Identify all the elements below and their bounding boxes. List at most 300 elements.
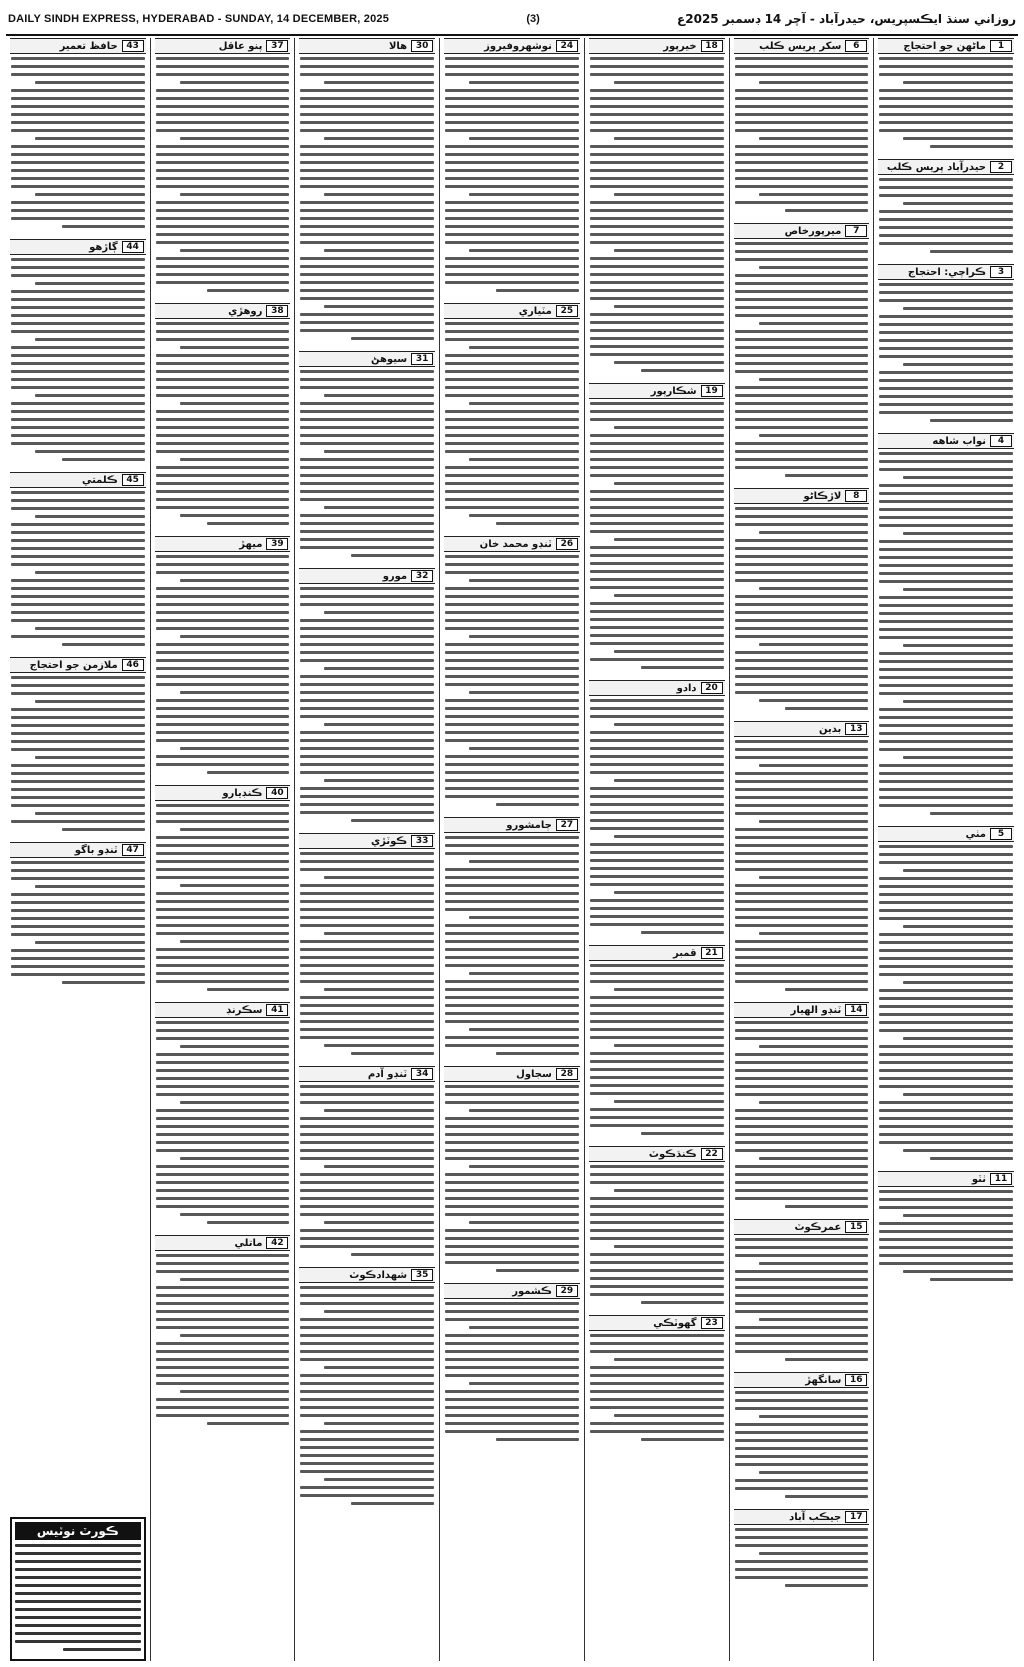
text-line — [11, 909, 145, 912]
text-line — [156, 892, 290, 895]
text-line — [735, 298, 869, 301]
text-line — [445, 675, 579, 678]
text-line — [614, 361, 724, 364]
text-line — [879, 628, 1013, 631]
text-line — [300, 522, 434, 525]
text-line — [590, 972, 724, 975]
text-line — [879, 885, 1013, 888]
text-line — [156, 322, 290, 325]
text-line — [735, 836, 869, 839]
text-line — [879, 57, 1013, 60]
text-line — [879, 508, 1013, 511]
text-line — [445, 1020, 579, 1023]
text-line — [735, 860, 869, 863]
text-line — [11, 346, 145, 349]
text-line — [735, 1528, 869, 1531]
text-line — [445, 964, 579, 967]
text-line — [879, 941, 1013, 944]
notice-number: 40 — [266, 787, 288, 799]
text-line — [324, 137, 434, 140]
text-line — [156, 426, 290, 429]
text-line — [11, 764, 145, 767]
text-line — [156, 908, 290, 911]
text-line — [11, 861, 145, 864]
text-line — [879, 291, 1013, 294]
text-line — [300, 795, 434, 798]
notice-title: شڪارپور — [650, 385, 697, 397]
text-line — [735, 466, 869, 469]
text-line — [300, 1494, 434, 1497]
text-line — [300, 1286, 434, 1289]
text-line — [879, 861, 1013, 864]
text-line — [11, 780, 145, 783]
notice-body-text — [734, 507, 870, 710]
text-line — [879, 468, 1013, 471]
text-line — [735, 1029, 869, 1032]
text-line — [445, 643, 579, 646]
text-line — [590, 65, 724, 68]
text-line — [879, 901, 1013, 904]
text-line — [300, 1125, 434, 1128]
text-line — [590, 1277, 724, 1280]
text-line — [879, 676, 1013, 679]
text-line — [445, 490, 579, 493]
text-line — [300, 1085, 434, 1088]
notice-heading — [589, 1146, 725, 1162]
text-line — [445, 1390, 579, 1393]
text-line — [445, 659, 579, 662]
text-line — [735, 804, 869, 807]
text-line — [300, 89, 434, 92]
text-line — [445, 89, 579, 92]
notice-body-text — [734, 1238, 870, 1361]
text-line — [156, 1342, 290, 1345]
notice-body-text — [10, 57, 146, 228]
text-line — [300, 643, 434, 646]
text-line — [11, 97, 145, 100]
text-line — [445, 161, 579, 164]
text-line — [590, 1350, 724, 1353]
text-line — [759, 81, 869, 84]
text-line — [496, 1438, 579, 1441]
text-line — [156, 161, 290, 164]
text-line — [445, 121, 579, 124]
text-line — [469, 1221, 579, 1224]
text-line — [903, 81, 1013, 84]
text-line — [11, 274, 145, 277]
text-line — [300, 113, 434, 116]
notice-heading — [734, 1219, 870, 1235]
text-line — [445, 370, 579, 373]
text-line — [180, 1213, 290, 1216]
notice-number: 32 — [411, 570, 433, 582]
text-line — [156, 65, 290, 68]
text-line — [469, 1028, 579, 1031]
notice — [589, 383, 725, 674]
text-line — [11, 555, 145, 558]
text-line — [735, 571, 869, 574]
text-line — [11, 595, 145, 598]
text-line — [735, 1125, 869, 1128]
text-line — [590, 121, 724, 124]
text-line — [300, 1101, 434, 1104]
text-line — [590, 747, 724, 750]
text-line — [590, 402, 724, 405]
notice — [10, 657, 146, 836]
text-line — [590, 1269, 724, 1272]
text-line — [735, 177, 869, 180]
text-line — [469, 747, 579, 750]
text-line — [735, 346, 869, 349]
text-line — [590, 353, 724, 356]
text-line — [300, 321, 434, 324]
text-line — [445, 57, 579, 60]
text-line — [324, 249, 434, 252]
text-line — [785, 1205, 868, 1208]
text-line — [156, 225, 290, 228]
text-line — [11, 266, 145, 269]
text-line — [735, 1536, 869, 1539]
page-number: (3) — [526, 13, 540, 25]
text-line — [879, 226, 1013, 229]
notice-heading — [589, 680, 725, 696]
text-line — [879, 355, 1013, 358]
text-line — [324, 667, 434, 670]
text-line — [735, 756, 869, 759]
text-line — [445, 1141, 579, 1144]
text-line — [879, 97, 1013, 100]
text-line — [590, 1293, 724, 1296]
text-line — [590, 281, 724, 284]
text-line — [35, 700, 145, 703]
masthead-english: DAILY SINDH EXPRESS, HYDERABAD - SUNDAY, 14 DECEMBER, 2025 — [8, 13, 390, 25]
text-line — [11, 217, 145, 220]
text-line — [614, 1358, 724, 1361]
text-line — [156, 1262, 290, 1265]
notice-title: سيوهڻ — [371, 353, 408, 365]
text-line — [735, 916, 869, 919]
text-line — [445, 1125, 579, 1128]
text-line — [590, 474, 724, 477]
text-line — [879, 242, 1013, 245]
text-line — [300, 434, 434, 437]
notice-body-text — [10, 861, 146, 984]
text-line — [445, 450, 579, 453]
text-line — [614, 779, 724, 782]
text-line — [300, 1470, 434, 1473]
text-line — [590, 907, 724, 910]
text-line — [879, 65, 1013, 68]
notice-title: جيڪب آباد — [789, 1511, 842, 1523]
text-line — [445, 1181, 579, 1184]
notice-number: 35 — [411, 1269, 433, 1281]
text-line — [879, 780, 1013, 783]
text-line — [879, 540, 1013, 543]
text-line — [735, 153, 869, 156]
text-line — [351, 554, 434, 557]
notice — [734, 1002, 870, 1213]
text-line — [351, 1052, 434, 1055]
notice — [878, 1171, 1014, 1286]
text-line — [156, 820, 290, 823]
text-line — [156, 932, 290, 935]
notice-title: ڄامشورو — [506, 819, 552, 831]
text-line — [156, 980, 290, 983]
text-line — [879, 315, 1013, 318]
text-line — [156, 619, 290, 622]
text-line — [590, 434, 724, 437]
text-line — [590, 1004, 724, 1007]
text-line — [445, 410, 579, 413]
text-line — [735, 1270, 869, 1273]
text-line — [156, 683, 290, 686]
notice-body-text — [155, 1021, 291, 1224]
notice-body-text — [878, 1190, 1014, 1281]
text-line — [445, 852, 579, 855]
text-line — [300, 755, 434, 758]
text-line — [35, 450, 145, 453]
text-line — [445, 723, 579, 726]
text-line — [590, 57, 724, 60]
notice-heading — [878, 433, 1014, 449]
text-line — [156, 89, 290, 92]
notice-heading — [444, 536, 580, 552]
text-line — [735, 161, 869, 164]
text-line — [879, 917, 1013, 920]
text-line — [156, 1310, 290, 1313]
text-line — [300, 530, 434, 533]
text-line — [300, 868, 434, 871]
text-line — [903, 1149, 1013, 1152]
text-line — [879, 1125, 1013, 1128]
text-line — [300, 811, 434, 814]
text-line — [590, 819, 724, 822]
text-line — [156, 1414, 290, 1417]
notice — [734, 1372, 870, 1503]
text-line — [590, 297, 724, 300]
text-line — [735, 852, 869, 855]
text-line — [156, 948, 290, 951]
text-line — [445, 1189, 579, 1192]
text-line — [156, 1254, 290, 1257]
notice-number: 23 — [701, 1317, 723, 1329]
text-line — [300, 514, 434, 517]
text-line — [300, 257, 434, 260]
text-line — [590, 803, 724, 806]
text-line — [879, 660, 1013, 663]
text-line — [324, 932, 434, 935]
text-line — [11, 306, 145, 309]
text-line — [614, 137, 724, 140]
text-line — [759, 820, 869, 823]
text-line — [735, 1189, 869, 1192]
text-line — [445, 876, 579, 879]
text-line — [735, 458, 869, 461]
notice-body-text — [734, 1528, 870, 1587]
notice-heading — [444, 38, 580, 54]
notice-title: ٽنڊو محمد خان — [479, 538, 552, 550]
text-line — [735, 1141, 869, 1144]
text-line — [156, 812, 290, 815]
text-line — [156, 1029, 290, 1032]
text-line — [445, 1398, 579, 1401]
text-line — [590, 570, 724, 573]
text-line — [735, 1431, 869, 1434]
text-line — [735, 1423, 869, 1426]
text-line — [445, 1245, 579, 1248]
text-line — [590, 715, 724, 718]
text-line — [614, 891, 724, 894]
text-line — [445, 1205, 579, 1208]
text-line — [759, 1101, 869, 1104]
text-line — [156, 1053, 290, 1056]
text-line — [156, 1125, 290, 1128]
text-line — [879, 708, 1013, 711]
text-line — [11, 89, 145, 92]
notice — [878, 38, 1014, 153]
text-line — [590, 1390, 724, 1393]
text-line — [300, 1446, 434, 1449]
text-line — [11, 732, 145, 735]
text-line — [445, 442, 579, 445]
masthead-sindhi: روزاني سنڌ ايڪسپريس، حيدرآباد - آچر 14 ڊسمبر 2025ع — [677, 12, 1016, 26]
text-line — [156, 1037, 290, 1040]
notice-body-text — [299, 57, 435, 340]
text-line — [614, 482, 724, 485]
text-line — [156, 699, 290, 702]
text-line — [590, 610, 724, 613]
text-line — [590, 875, 724, 878]
text-line — [590, 1229, 724, 1232]
text-line — [590, 1012, 724, 1015]
notice-body-text — [734, 242, 870, 477]
text-line — [156, 442, 290, 445]
text-line — [300, 161, 434, 164]
text-line — [156, 201, 290, 204]
text-line — [445, 739, 579, 742]
text-line — [735, 796, 869, 799]
text-line — [11, 933, 145, 936]
notice-number: 39 — [266, 538, 288, 550]
text-line — [445, 1261, 579, 1264]
notice-title: سڪرنڊ — [226, 1004, 263, 1016]
text-line — [156, 1350, 290, 1353]
column-2 — [729, 38, 874, 1661]
text-line — [445, 201, 579, 204]
text-line — [590, 923, 724, 926]
notice — [299, 833, 435, 1060]
text-line — [300, 1358, 434, 1361]
text-line — [879, 877, 1013, 880]
text-line — [445, 932, 579, 935]
text-line — [11, 145, 145, 148]
text-line — [300, 635, 434, 638]
text-line — [156, 257, 290, 260]
text-line — [300, 129, 434, 132]
text-line — [879, 788, 1013, 791]
text-line — [445, 386, 579, 389]
notice-body-text — [734, 57, 870, 212]
notice — [589, 1315, 725, 1446]
text-line — [735, 980, 869, 983]
text-line — [735, 740, 869, 743]
text-line — [879, 395, 1013, 398]
text-line — [590, 1342, 724, 1345]
text-line — [590, 1108, 724, 1111]
notice-body-text — [878, 283, 1014, 422]
text-line — [11, 635, 145, 638]
text-line — [590, 321, 724, 324]
text-line — [759, 587, 869, 590]
text-line — [590, 915, 724, 918]
text-line — [156, 386, 290, 389]
text-line — [351, 337, 434, 340]
text-line — [445, 145, 579, 148]
text-line — [300, 65, 434, 68]
text-line — [735, 290, 869, 293]
text-line — [11, 587, 145, 590]
text-line — [735, 635, 869, 638]
notice-body-text — [734, 740, 870, 991]
notice — [10, 239, 146, 466]
notice-heading — [878, 826, 1014, 842]
text-line — [156, 1294, 290, 1297]
text-line — [156, 844, 290, 847]
text-line — [590, 1334, 724, 1337]
text-line — [641, 666, 724, 669]
text-line — [879, 636, 1013, 639]
text-line — [445, 65, 579, 68]
text-line — [11, 507, 145, 510]
text-line — [590, 129, 724, 132]
text-line — [879, 1133, 1013, 1136]
text-line — [324, 1221, 434, 1224]
text-line — [15, 1624, 141, 1627]
text-line — [300, 771, 434, 774]
notice-number: 43 — [122, 40, 144, 52]
text-line — [590, 899, 724, 902]
text-line — [879, 596, 1013, 599]
text-line — [324, 779, 434, 782]
text-line — [11, 949, 145, 952]
notice-title: هالا — [388, 40, 408, 52]
text-line — [11, 523, 145, 526]
text-line — [180, 691, 290, 694]
text-line — [156, 450, 290, 453]
notice-title: نواب شاهه — [932, 435, 986, 447]
text-line — [879, 989, 1013, 992]
notice-title: ٽنڊو باگو — [74, 844, 118, 856]
notice-body-text — [155, 804, 291, 991]
text-line — [590, 209, 724, 212]
text-line — [445, 1117, 579, 1120]
text-line — [156, 1165, 290, 1168]
text-line — [469, 579, 579, 582]
text-line — [735, 1077, 869, 1080]
text-line — [156, 1398, 290, 1401]
notice — [878, 826, 1014, 1165]
text-line — [785, 988, 868, 991]
text-line — [590, 707, 724, 710]
text-line — [15, 1640, 141, 1643]
text-line — [445, 996, 579, 999]
text-line — [735, 675, 869, 678]
text-line — [590, 851, 724, 854]
text-line — [735, 1254, 869, 1257]
text-line — [879, 218, 1013, 221]
text-line — [735, 1576, 869, 1579]
text-line — [11, 708, 145, 711]
